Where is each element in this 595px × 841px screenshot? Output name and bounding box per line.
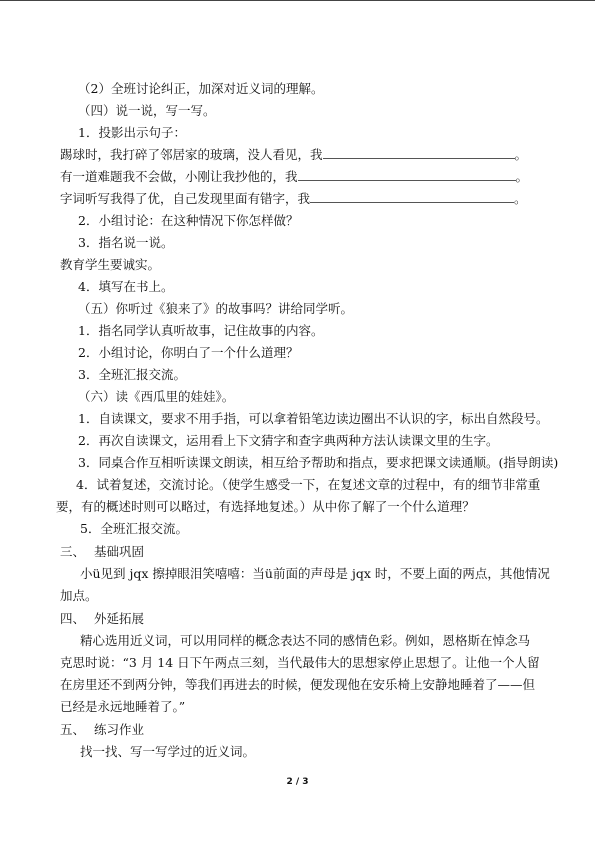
paragraph-line: 教育学生要诚实。 — [60, 257, 161, 272]
subsection-heading: （六）读《西瓜里的娃娃》。 — [78, 389, 235, 404]
section-title: 外延拓展 — [94, 611, 145, 626]
subsection-heading: （五）你听过《狼来了》的故事吗？讲给同学听。 — [78, 301, 354, 316]
paragraph-line: 3．指名说一说。 — [78, 235, 174, 250]
section-heading-4 — [60, 607, 550, 630]
fill-in-sentence — [60, 144, 550, 166]
paragraph-block: 精心选用近义词，可以用同样的概念表达不同的感情色彩。例如，恩格斯在悼念马克思时说：“3 月 14 日下午两点三刻，当代最伟大的思想家停止思想了。让他一个人留在房里还不到两分钟，等我们再进去的时候，便发现他在安乐椅上安静地睡着了——但已经是永远地睡着了。” — [60, 633, 540, 714]
section-heading-3 — [60, 540, 550, 563]
page-number: 2 / 3 — [286, 777, 309, 787]
sentence-text: 踢球时，我打碎了邻居家的玻璃，没人看见，我 — [60, 147, 323, 162]
sentence-text: 字词听写我得了优，自己发现里面有错字，我 — [60, 191, 311, 206]
sentence-end: 。 — [514, 147, 528, 162]
paragraph-line: 1．自读课文，要求不用手指，可以拿着铅笔边读边圈出不认识的字，标出自然段号。 — [78, 411, 549, 426]
paragraph-line: 3．同桌合作互相听读课文朗读，相互给予帮助和指点，要求把课文读通顺。(指导朗读) — [78, 455, 559, 470]
section-number: 三、 — [60, 544, 86, 559]
paragraph-line: 5．全班汇报交流。 — [80, 521, 188, 536]
paragraph-block: 小ü见到 jqx 擦掉眼泪笑嘻嘻：当ü前面的声母是 jqx 时，不要上面的两点，其他情况加点。 — [60, 566, 550, 603]
answer-blank[interactable] — [323, 144, 515, 159]
paragraph-line: （2）全班讨论纠正，加深对近义词的理解。 — [78, 81, 324, 96]
paragraph-line: 1．投影出示句子： — [78, 125, 186, 140]
paragraph-block: 4．试着复述，交流讨论。（使学生感受一下，在复述文章的过程中，有的细节非常重要，有的概述时则可以略过，有选择地复述。）从中你了解了一个什么道理？ — [56, 477, 541, 514]
subsection-heading: （四）说一说，写一写。 — [78, 103, 216, 118]
paragraph-line: 找一找、写一写学过的近义词。 — [80, 744, 256, 759]
fill-in-sentence — [60, 166, 550, 188]
paragraph-line: 2．小组讨论：在这种情况下你怎样做？ — [78, 213, 299, 228]
paragraph-line: 3．全班汇报交流。 — [78, 367, 186, 382]
sentence-end: 。 — [515, 169, 529, 184]
paragraph-line: 2．再次自读课文，运用看上下文猜字和查字典两种方法认读课文里的生字。 — [78, 433, 499, 448]
section-heading-5 — [60, 718, 550, 741]
sentence-end: 。 — [514, 191, 527, 206]
sentence-text: 有一道难题我不会做，小刚让我抄他的，我 — [60, 169, 298, 184]
section-title: 练习作业 — [94, 722, 145, 737]
answer-blank[interactable] — [298, 166, 516, 181]
section-number: 四、 — [60, 611, 86, 626]
section-title: 基础巩固 — [94, 544, 145, 559]
top-rule — [0, 0, 595, 1]
paragraph-line: 1．指名同学认真听故事，记住故事的内容。 — [78, 323, 324, 338]
paragraph-line: 4．填写在书上。 — [78, 279, 174, 294]
answer-blank[interactable] — [310, 188, 514, 203]
document-body — [56, 78, 559, 763]
paragraph-line: 2．小组讨论，你明白了一个什么道理？ — [78, 345, 299, 360]
section-number: 五、 — [60, 722, 86, 737]
fill-in-sentence — [60, 188, 550, 210]
